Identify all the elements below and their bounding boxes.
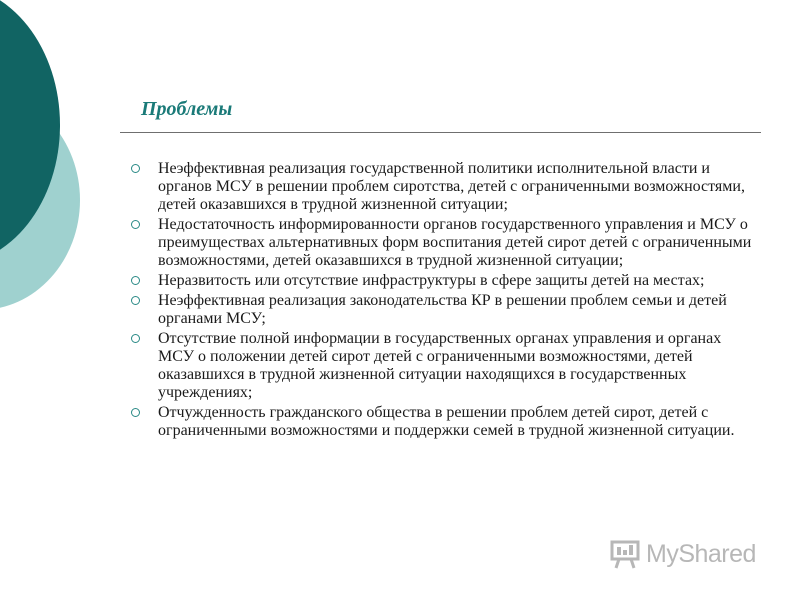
bullet-circle-icon — [131, 408, 140, 417]
bullet-circle-icon — [131, 334, 140, 343]
bullet-circle-icon — [131, 296, 140, 305]
slide-title: Проблемы — [141, 98, 233, 120]
presentation-board-icon — [608, 537, 642, 571]
bullet-item — [130, 160, 760, 214]
watermark-text: MyShared — [646, 539, 756, 568]
myshared-watermark — [608, 537, 756, 571]
bullet-list — [130, 160, 760, 442]
bullet-item — [130, 272, 760, 290]
bullet-item — [130, 404, 760, 440]
bullet-item — [130, 330, 760, 402]
bullet-text: Отсутствие полной информации в государственных органах управления и органах МСУ о положении детей сирот детей с ограниченными возможностями, детей оказавшихся в трудной жизненной ситуации находящихся в государственных учреждениях; — [158, 330, 722, 401]
bullet-circle-icon — [131, 220, 140, 229]
bullet-text: Неэффективная реализация государственной политики исполнительной власти и органов МСУ в решении проблем сиротства, детей с ограниченными возможностями, детей оказавшихся в трудной жизненной ситуации; — [158, 160, 745, 213]
bullet-text: Отчужденность гражданского общества в решении проблем детей сирот, детей с ограниченными возможностями и поддержки семей в трудной жизненной ситуации. — [158, 404, 735, 439]
bullet-text: Недостаточность информированности органов государственного управления и МСУ о преимуществах альтернативных форм воспитания детей сирот детей с ограниченными возможностями, детей оказавшихся в трудной жизненной ситуации; — [158, 216, 752, 269]
bullet-item — [130, 216, 760, 270]
bullet-item — [130, 292, 760, 328]
bullet-text: Неразвитость или отсутствие инфраструктуры в сфере защиты детей на местах; — [158, 272, 705, 289]
bullet-text: Неэффективная реализация законодательства КР в решении проблем семьи и детей органами МСУ; — [158, 292, 727, 327]
bullet-circle-icon — [131, 164, 140, 173]
bullet-circle-icon — [131, 276, 140, 285]
title-divider — [120, 132, 761, 133]
